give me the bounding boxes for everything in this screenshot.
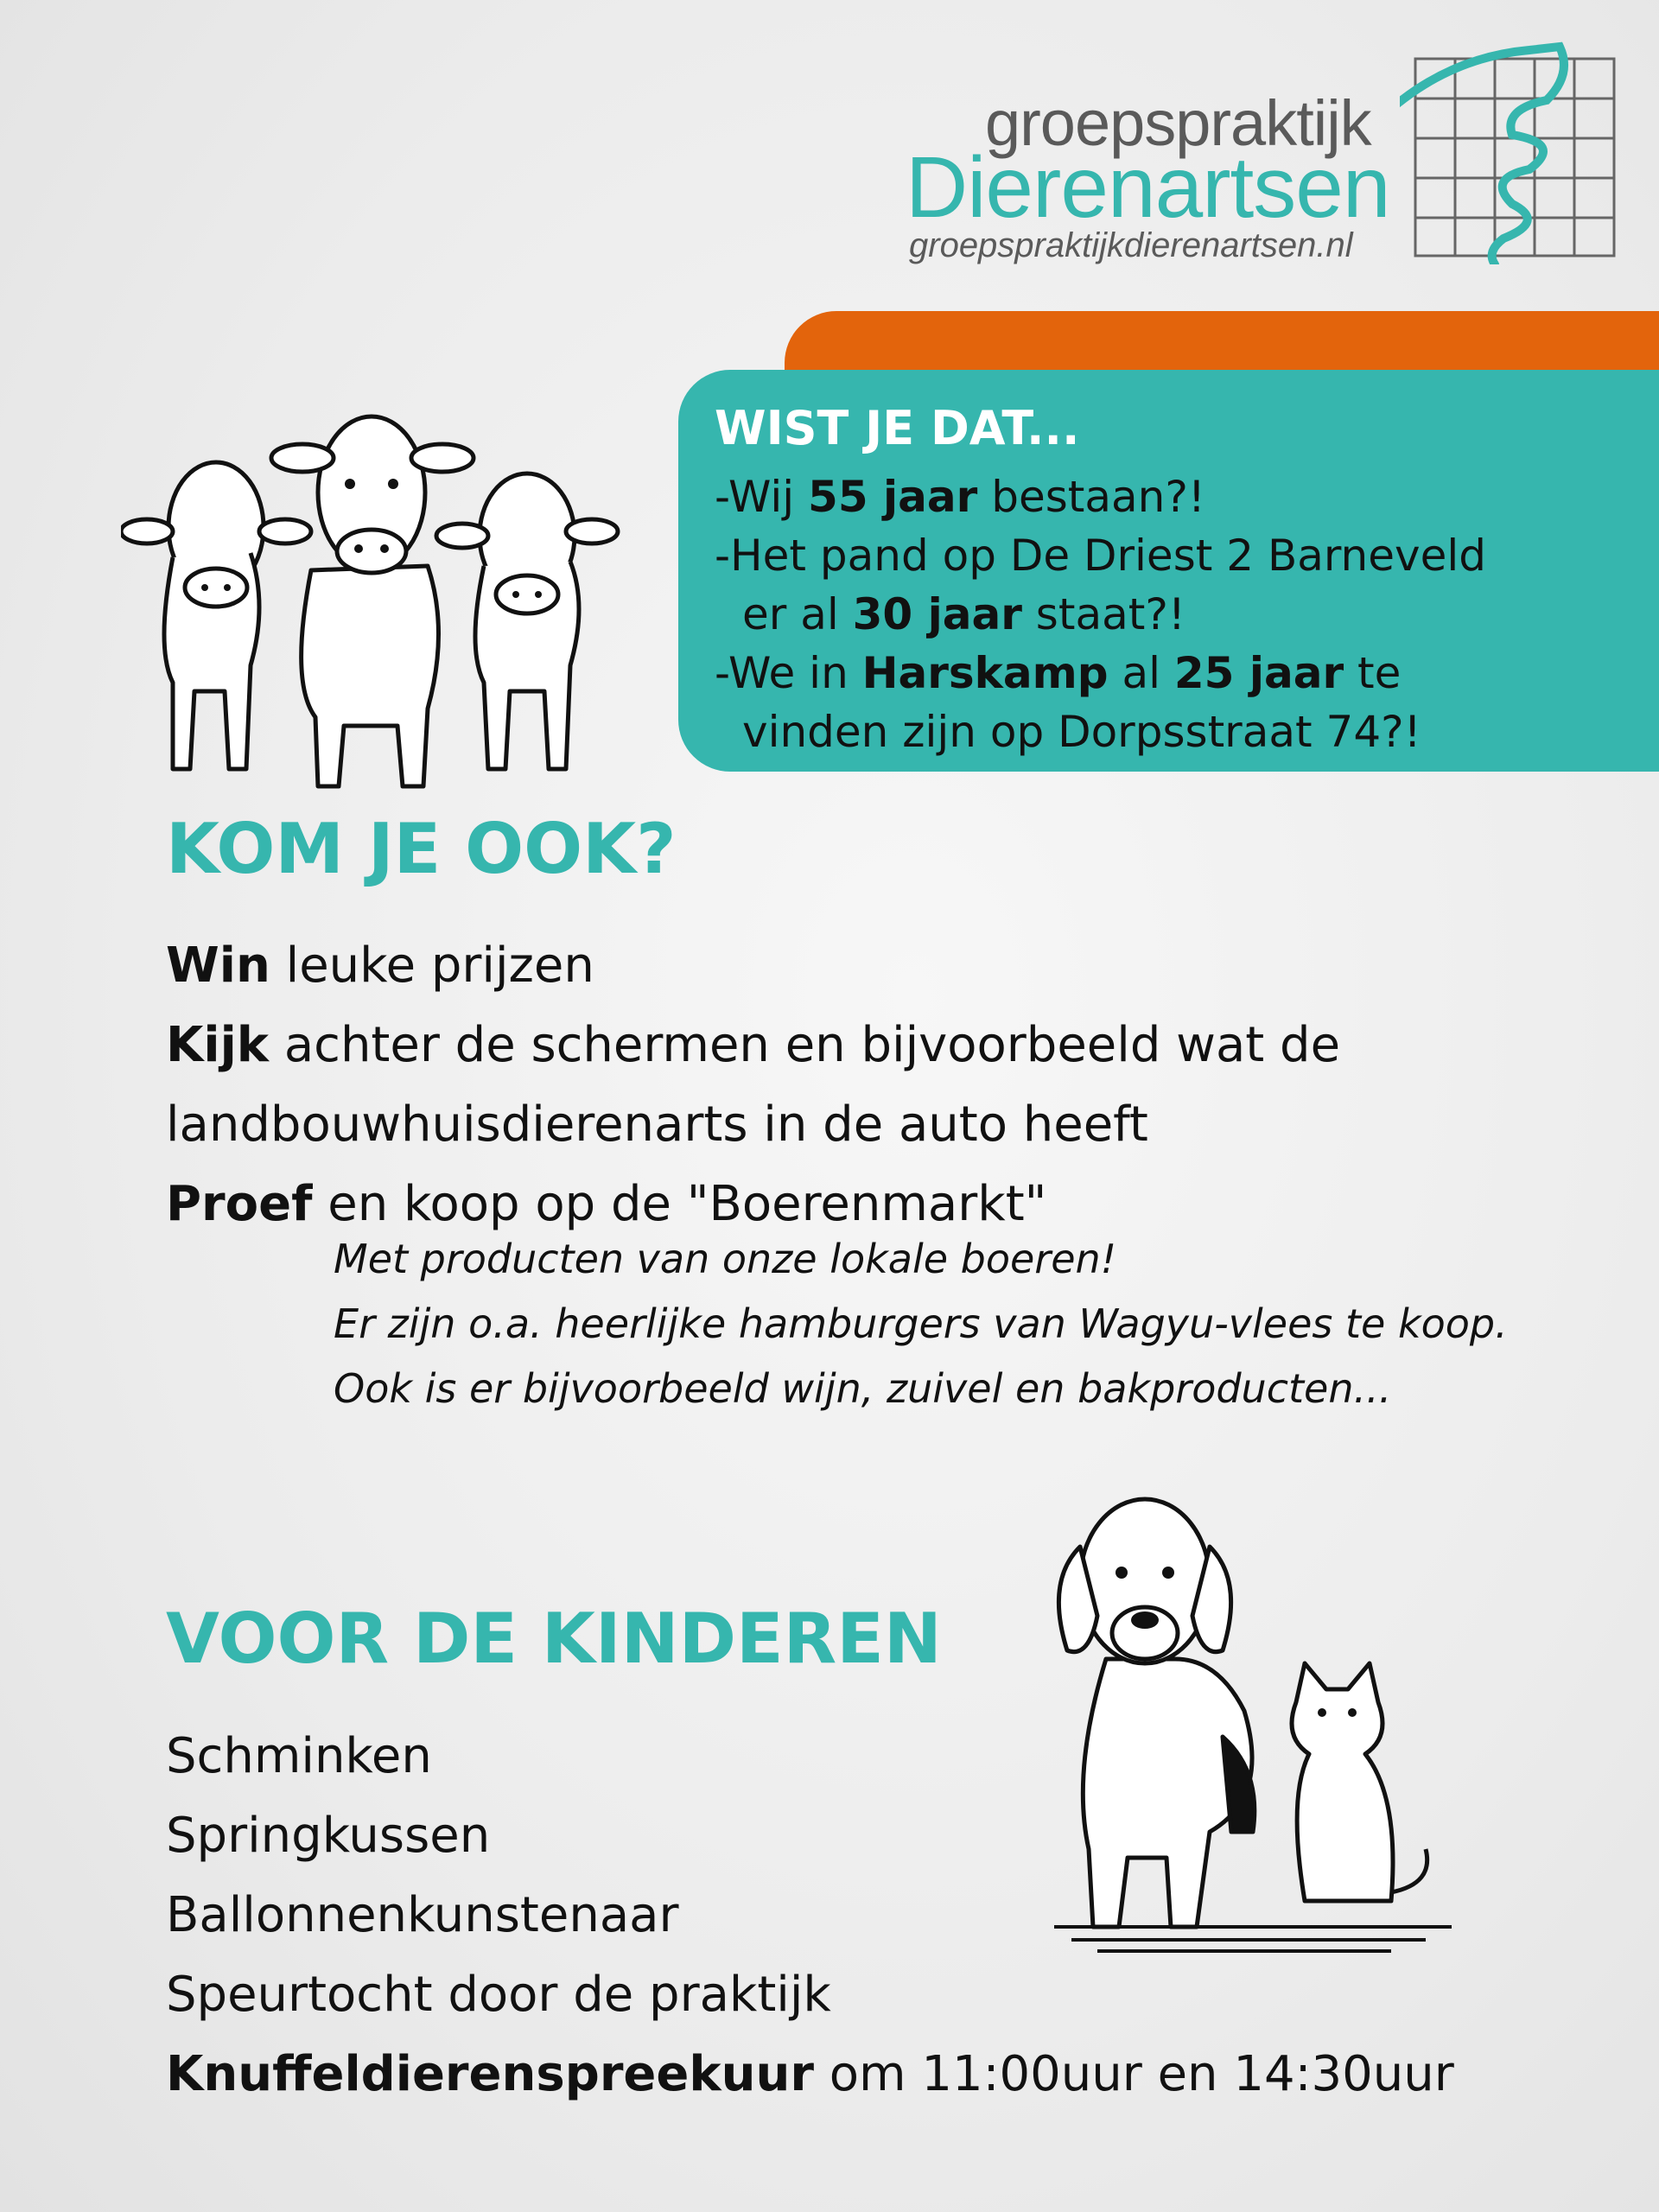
list-item: Proef en koop op de "Boerenmarkt" bbox=[166, 1176, 1047, 1232]
info-line: -Wij 55 jaar bestaan?! bbox=[715, 472, 1205, 522]
logo-text-groepspraktijk: groepspraktijk bbox=[985, 87, 1371, 159]
info-line: -We in Harskamp al 25 jaar te bbox=[715, 648, 1402, 698]
list-item: Schminken bbox=[166, 1728, 432, 1784]
info-box bbox=[678, 370, 1659, 772]
info-line: vinden zijn op Dorpsstraat 74?! bbox=[742, 707, 1421, 757]
list-item: Ballonnenkunstenaar bbox=[166, 1887, 679, 1943]
list-item: Springkussen bbox=[166, 1808, 491, 1864]
list-item: Win leuke prijzen bbox=[166, 938, 594, 994]
detail-line: Met producten van onze lokale boeren! bbox=[334, 1236, 1117, 1282]
cows-illustration bbox=[121, 406, 622, 795]
kom-je-ook-heading: KOM JE OOK? bbox=[166, 809, 677, 889]
activities-list bbox=[166, 926, 1340, 1244]
boerenmarkt-details bbox=[334, 1227, 1508, 1421]
logo-url[interactable]: groepspraktijkdierenartsen.nl bbox=[909, 226, 1353, 264]
logo-grid-snake-icon bbox=[1400, 40, 1624, 264]
list-item: Speurtocht door de praktijk bbox=[166, 1967, 831, 2023]
list-item: Kijk achter de schermen en bijvoorbeeld wat de bbox=[166, 1017, 1341, 1073]
logo-text-dierenartsen: Dierenartsen bbox=[906, 139, 1390, 236]
info-line: er al 30 jaar staat?! bbox=[742, 589, 1185, 639]
list-item: Knuffeldierenspreekuur om 11:00uur en 14:30uur bbox=[166, 2046, 1454, 2102]
voor-de-kinderen-heading: VOOR DE KINDEREN bbox=[166, 1599, 942, 1679]
info-line: -Het pand op De Driest 2 Barneveld bbox=[715, 531, 1486, 581]
list-item: landbouwhuisdierenarts in de auto heeft bbox=[166, 1096, 1148, 1153]
info-title: WIST JE DAT... bbox=[715, 401, 1080, 455]
kids-activities-list bbox=[166, 1717, 1454, 2114]
detail-line: Er zijn o.a. heerlijke hamburgers van Wagyu-vlees te koop. bbox=[334, 1300, 1508, 1347]
detail-line: Ook is er bijvoorbeeld wijn, zuivel en bakproducten... bbox=[334, 1365, 1392, 1412]
